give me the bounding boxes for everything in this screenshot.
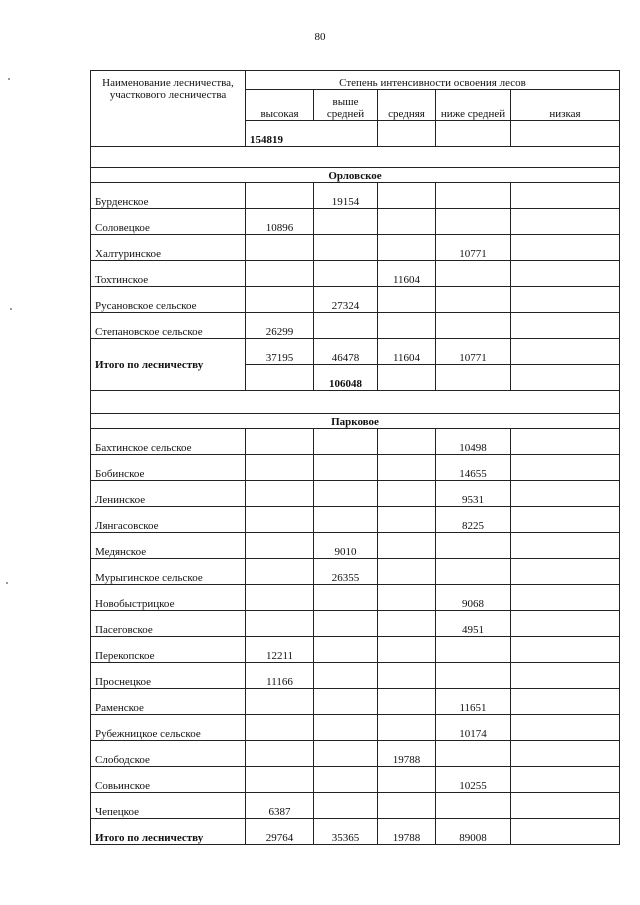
total-cell [511, 339, 620, 365]
table-row [91, 183, 620, 209]
table-row [91, 481, 620, 507]
value-cell [511, 481, 620, 507]
section-title-row [91, 414, 620, 429]
value-cell [511, 611, 620, 637]
value-cell [511, 637, 620, 663]
forestry-name: Слободское [91, 741, 246, 767]
value-cell: 26299 [246, 313, 314, 339]
section-spacer [91, 147, 620, 168]
value-cell [378, 481, 436, 507]
table-row [91, 559, 620, 585]
value-cell: 27324 [314, 287, 378, 313]
total-cell: 35365 [314, 819, 378, 845]
total-cell: 19788 [378, 819, 436, 845]
value-cell [246, 183, 314, 209]
value-cell [314, 585, 378, 611]
table-row [91, 507, 620, 533]
table-row [91, 585, 620, 611]
total-cell: 89008 [436, 819, 511, 845]
value-cell [314, 455, 378, 481]
table-row [91, 235, 620, 261]
value-cell [436, 559, 511, 585]
value-cell [511, 235, 620, 261]
section-title-row [91, 168, 620, 183]
value-cell [246, 741, 314, 767]
value-cell [511, 313, 620, 339]
total-cell: 29764 [246, 819, 314, 845]
value-cell: 11166 [246, 663, 314, 689]
table-row [91, 287, 620, 313]
value-cell [378, 455, 436, 481]
value-cell [314, 209, 378, 235]
value-cell [378, 429, 436, 455]
value-cell: 19154 [314, 183, 378, 209]
value-cell: 10498 [436, 429, 511, 455]
table-row [91, 429, 620, 455]
forestry-name: Совьинское [91, 767, 246, 793]
value-cell [246, 287, 314, 313]
scan-speck [10, 308, 12, 310]
value-cell [246, 533, 314, 559]
total-cell: 10771 [436, 339, 511, 365]
value-cell: 11604 [378, 261, 436, 287]
forestry-name: Новобыстрицкое [91, 585, 246, 611]
empty-cell [436, 365, 511, 391]
value-cell [314, 261, 378, 287]
value-cell [436, 663, 511, 689]
forestry-name: Лянгасовское [91, 507, 246, 533]
value-cell [436, 313, 511, 339]
value-cell [314, 611, 378, 637]
forestry-name: Халтуринское [91, 235, 246, 261]
value-cell [378, 689, 436, 715]
empty-cell [378, 365, 436, 391]
section-spacer [91, 391, 620, 414]
value-cell [436, 287, 511, 313]
value-cell [314, 767, 378, 793]
value-cell [436, 533, 511, 559]
carry-total: 154819 [246, 121, 378, 147]
value-cell: 4951 [436, 611, 511, 637]
value-cell [246, 507, 314, 533]
value-cell [314, 507, 378, 533]
value-cell [314, 793, 378, 819]
value-cell [314, 235, 378, 261]
table-row [91, 533, 620, 559]
forestry-name: Бобинское [91, 455, 246, 481]
col-header-above-avg: выше средней [314, 90, 378, 121]
value-cell [511, 507, 620, 533]
section-title: Парковое [91, 414, 620, 429]
total-cell: 46478 [314, 339, 378, 365]
value-cell [314, 429, 378, 455]
value-cell [511, 689, 620, 715]
forestry-name: Соловецкое [91, 209, 246, 235]
value-cell [378, 585, 436, 611]
table-row [91, 637, 620, 663]
value-cell [378, 793, 436, 819]
value-cell [436, 209, 511, 235]
table-row [91, 313, 620, 339]
table-row [91, 611, 620, 637]
table-row [91, 261, 620, 287]
forestry-name: Проснецкое [91, 663, 246, 689]
col-header-high: высокая [246, 90, 314, 121]
value-cell [378, 533, 436, 559]
forestry-name: Ленинское [91, 481, 246, 507]
value-cell [511, 663, 620, 689]
value-cell [246, 689, 314, 715]
value-cell [511, 287, 620, 313]
forestry-name: Чепецкое [91, 793, 246, 819]
value-cell [246, 611, 314, 637]
value-cell [378, 559, 436, 585]
total-cell: 37195 [246, 339, 314, 365]
value-cell: 9068 [436, 585, 511, 611]
value-cell: 26355 [314, 559, 378, 585]
value-cell [314, 481, 378, 507]
value-cell [314, 715, 378, 741]
value-cell [378, 183, 436, 209]
empty-cell [511, 365, 620, 391]
value-cell [314, 689, 378, 715]
table-row [91, 689, 620, 715]
value-cell [378, 611, 436, 637]
value-cell [511, 793, 620, 819]
page-number: 80 [314, 31, 326, 43]
value-cell [246, 429, 314, 455]
value-cell [378, 767, 436, 793]
total-label: Итого по лесничеству [91, 819, 246, 845]
value-cell [314, 663, 378, 689]
value-cell: 19788 [378, 741, 436, 767]
forestry-name: Раменское [91, 689, 246, 715]
total-row [91, 819, 620, 845]
table-row [91, 209, 620, 235]
value-cell [378, 313, 436, 339]
value-cell [511, 741, 620, 767]
section-title: Орловское [91, 168, 620, 183]
value-cell [511, 455, 620, 481]
table-row [91, 741, 620, 767]
value-cell [511, 585, 620, 611]
value-cell [511, 429, 620, 455]
forestry-name: Бурденское [91, 183, 246, 209]
value-cell [378, 715, 436, 741]
value-cell [511, 533, 620, 559]
forestry-name: Медянское [91, 533, 246, 559]
col-header-low: низкая [511, 90, 620, 121]
value-cell [246, 585, 314, 611]
value-cell [378, 235, 436, 261]
value-cell: 9531 [436, 481, 511, 507]
value-cell: 8225 [436, 507, 511, 533]
value-cell [436, 793, 511, 819]
value-cell: 10771 [436, 235, 511, 261]
value-cell [436, 183, 511, 209]
forest-intensity-table [90, 70, 620, 845]
forestry-name: Русановское сельское [91, 287, 246, 313]
value-cell: 11651 [436, 689, 511, 715]
total-cell: 11604 [378, 339, 436, 365]
name-column-header: Наименование лесничества, участкового лесничества [91, 71, 246, 147]
scan-speck [6, 582, 8, 584]
value-cell [246, 715, 314, 741]
value-cell [511, 715, 620, 741]
value-cell [246, 767, 314, 793]
grand-total: 106048 [314, 365, 378, 391]
forestry-name: Бахтинское сельское [91, 429, 246, 455]
value-cell [314, 741, 378, 767]
total-label: Итого по лесничеству [91, 339, 246, 391]
value-cell [436, 261, 511, 287]
total-row [91, 339, 620, 365]
scan-speck [8, 78, 10, 80]
value-cell [511, 261, 620, 287]
table-row [91, 793, 620, 819]
forestry-name: Тохтинское [91, 261, 246, 287]
value-cell [511, 767, 620, 793]
value-cell [314, 637, 378, 663]
value-cell: 10896 [246, 209, 314, 235]
forestry-name: Перекопское [91, 637, 246, 663]
value-cell: 9010 [314, 533, 378, 559]
value-cell [246, 455, 314, 481]
value-cell [378, 287, 436, 313]
table-row [91, 663, 620, 689]
value-cell: 10255 [436, 767, 511, 793]
value-cell [378, 507, 436, 533]
forestry-name: Мурыгинское сельское [91, 559, 246, 585]
value-cell [246, 235, 314, 261]
forestry-name: Пасеговское [91, 611, 246, 637]
value-cell: 12211 [246, 637, 314, 663]
spacer-cell [91, 391, 620, 414]
value-cell: 14655 [436, 455, 511, 481]
intensity-group-header: Степень интенсивности освоения лесов [246, 71, 620, 90]
value-cell [246, 261, 314, 287]
value-cell [511, 559, 620, 585]
value-cell [511, 209, 620, 235]
value-cell [511, 183, 620, 209]
spacer-cell [91, 147, 620, 168]
total-cell [511, 819, 620, 845]
table-row [91, 715, 620, 741]
table-row [91, 767, 620, 793]
value-cell [314, 313, 378, 339]
value-cell [378, 663, 436, 689]
value-cell [246, 481, 314, 507]
table-row [91, 455, 620, 481]
col-header-below-avg: ниже средней [436, 90, 511, 121]
forestry-name: Рубежницкое сельское [91, 715, 246, 741]
empty-cell [246, 365, 314, 391]
value-cell [246, 559, 314, 585]
value-cell [436, 741, 511, 767]
value-cell: 6387 [246, 793, 314, 819]
value-cell [378, 637, 436, 663]
col-header-avg: средняя [378, 90, 436, 121]
header-row-1 [91, 71, 620, 90]
value-cell [436, 637, 511, 663]
value-cell: 10174 [436, 715, 511, 741]
forestry-name: Степановское сельское [91, 313, 246, 339]
value-cell [378, 209, 436, 235]
